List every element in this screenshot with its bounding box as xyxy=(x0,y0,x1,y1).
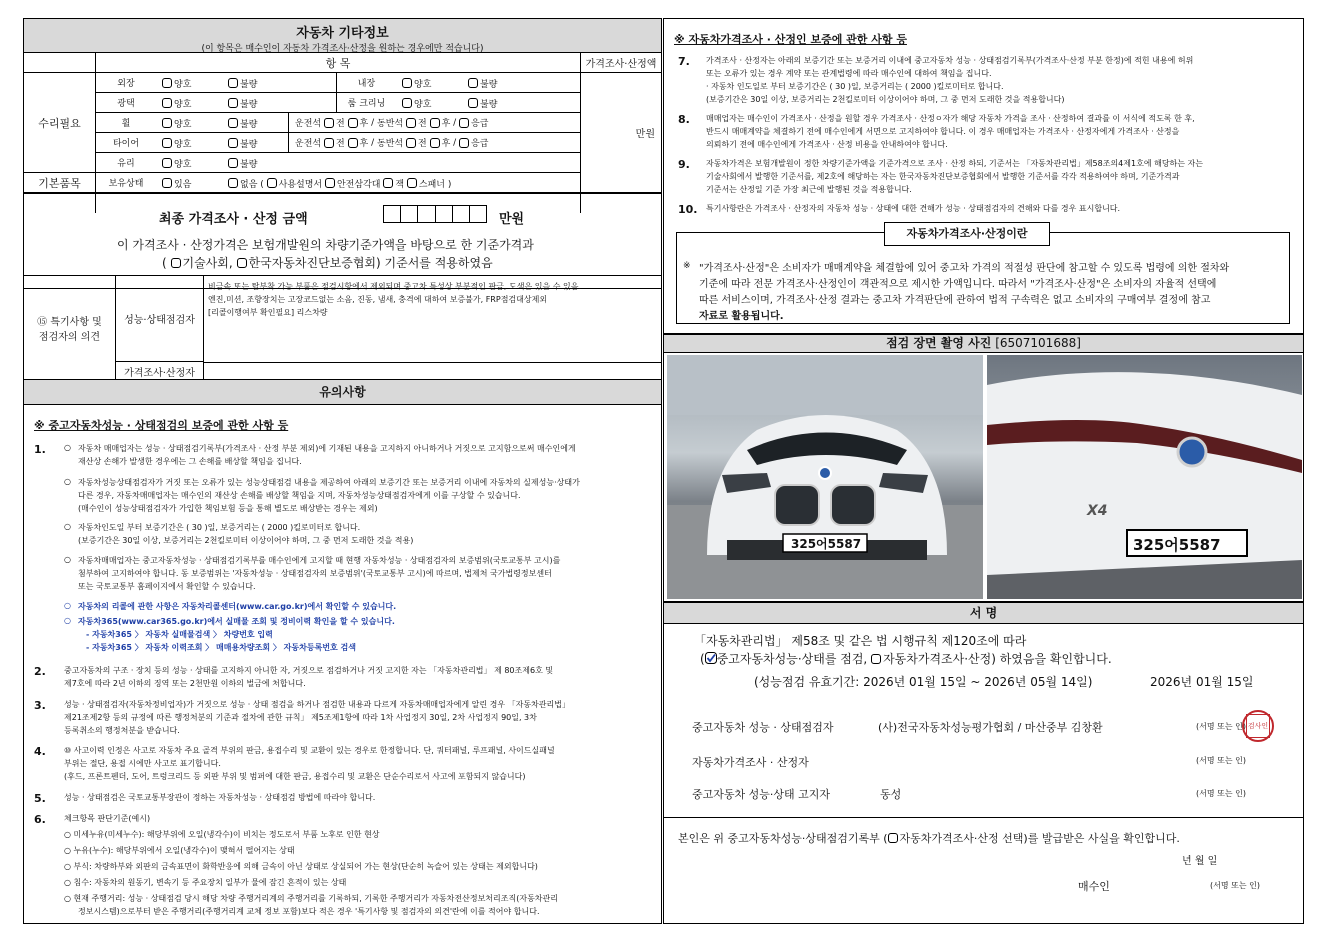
glass-good[interactable]: 양호 xyxy=(162,157,191,170)
pricer-label: 가격조사·산정자 xyxy=(116,362,204,380)
row-tire: 타이어 양호 불량 운전석 전 후 / 동반석 전 후 / 응급 xyxy=(96,133,580,153)
room-clean-bad[interactable]: 불량 xyxy=(468,97,497,110)
possession-label: 보유상태 xyxy=(108,179,144,189)
item3-num: 3. xyxy=(34,699,46,712)
item6-a: 미세누유(미세누수): 해당부위에 오일(냉각수)이 비치는 정도로서 부품 노후로 인한 현상 xyxy=(73,830,380,839)
item4-num: 4. xyxy=(34,745,46,758)
left-column xyxy=(23,18,662,924)
item6-d: 침수: 자동차의 원동기, 변속기 등 주요장치 일부가 물에 잠긴 흔적이 있는 상태 xyxy=(73,878,347,887)
wheel-good[interactable]: 양호 xyxy=(162,117,191,130)
item1-p2b: 다른 경우, 자동차매매업자는 매수인의 재산상 손해를 배상할 책임을 지며, 자동차성능상태점검자에게 이를 구상할 수 있습니다. xyxy=(78,491,521,500)
item6-num: 6. xyxy=(34,813,46,826)
item1-p4c: 또는 국토교통부 홈페이지에서 확인할 수 있습니다. xyxy=(78,582,256,591)
item8-c: 의뢰하기 전에 매수인에게 가격조사 · 산정 비용을 안내하여야 합니다. xyxy=(706,140,948,149)
interior-good[interactable]: 양호 xyxy=(402,77,431,90)
item6-b: 누유(누수): 해당부위에서 오일(냉각수)이 맺혀서 떨어지는 상태 xyxy=(73,846,295,855)
repair-needed-label: 수리필요 xyxy=(24,73,95,173)
repair-rows xyxy=(95,73,580,213)
sign-header: 서 명 xyxy=(663,602,1304,624)
inspector-sign-name: (사)전국자동차성능평가협회 / 마산중부 김창환 xyxy=(878,721,1103,734)
final-price-line1: 이 가격조사 · 산정가격은 보험개발원의 차량기준가액을 바탕으로 한 기준가격과 xyxy=(117,238,534,252)
item1-p4b: 첨부하여 고지하여야 합니다. 동 보증범위는 '자동차성능 · 상태점검자의 보증범위'(국토교통부 고시)에 따르며, 법제처 국가법령정보센터 xyxy=(78,569,552,578)
wheel-pass-rear-check[interactable] xyxy=(430,118,440,128)
notes-body: ※ 중고자동차성능 · 상태점검의 보증에 관한 사항 등 1. ○ 자동차 매매업자는 성능 · 상태점검기록부(가격조사 · 산정 부분 제외)에 기재된 내용을 고지하지 아니하거나 거짓으로 고지함으로써 매수인에게 재산상 손해가 발생한 경우에는 그 손해를 배상할 책임을 집니다. ○ 자동차성능상태점검자가 거짓 또는 오류가 있는 성능상태점검 내용을 제공하여 아래의 보증기간 또는 보증거리 이내에 자동차의 실제성능·상태가 다른 경우, 자동차매매업자는 매수인의 재산상 손해를 배상할 책임을 지며, 자동차성능상태점검자에게 이를 구상할 수 있습니다. (매수인이 성능상태점검자가 가입한 책임보험 등을 통해 별도로 배상받는 경우는 제외) ○ 자동차인도일 부터 보증기간은 ( 30 )일, 보증거리는 ( 2000 )킬로미터로 합니다. (보증기간은 30일 이상, 보증거리는 2천킬로미터 이상이어야 하며, 그 중 먼저 도래한 것을 적용) ○ 자동차매매업자는 중고자동차성능 · 상태점검기록부를 매수인에게 고지할 때 현행 자동차성능 · 상태점검자의 보증범위(국토교통부 고시)를 첨부하여 고지하여야 합니다. 동 보증범위는 '자동차성능 · 상태점검자의 보증범위'(국토교통부 고시)에 따르며, 법제처 국가법령정보센터 또는 국토교통부 홈페이지에서 확인할 수 있습니다. ○ 자동차의 리콜에 관한 사항은 자동차리콜센터(www.car.go.kr)에서 확인할 수 있습니다. ○ 자동차365(www.car365.go.kr)에서 실매물 조회 및 정비이력 확인을 할 수 있습니다. - 자동차365 〉 자동차 실매물검색 〉 차량번호 입력 - 자동차365 〉 자동차 이력조회 〉 매매용차량조회 〉 자동차등록번호 검색 2. 중고자동차의 구조 · 장치 등의 성능 · 상태를 고지하지 아니한 자, 거짓으로 점검하거나 거짓 고지한 자는 「자동차관리법」 제 80조제6호 및 제7호에 따라 2년 이하의 징역 또는 2천만원 이하의 벌금에 처합니다. 3. 성능 · 상태점검자(자동차정비업자)가 거짓으로 성능 · 상태 점검을 하거나 점검한 내용과 다르게 자동차매매업자에게 알린 경우 「자동차관리법」 제21조제2항 등의 규정에 따른 행정처분의 기준과 절차에 관한 규칙」 제5조제1항에 따라 1차 사업정지 30일, 2차 사업정지 90일, 3차 등록취소의 행정처분을 받습니다. 4. ⑩ 사고이력 인정은 사고로 자동차 주요 골격 부위의 판금, 용접수리 및 교환이 있는 경우로 한정합니다. 단, 쿼터패널, 루프패널, 사이드실패널 부위는 절단, 용접 시에만 사고로 표기합니다. (후드, 프론트펜더, 도어, 트렁크리드 등 외판 부위 및 범퍼에 대한 판금, 용접수리 및 교환은 단순수리로서 사고에 포함되지 않습니다) 5. 성능 · 상태점검은 국토교통부장관이 정하는 자동차성능 · 상태점검 방법에 따라야 합니다. 6. 체크항목 판단기준(예시) ○ 미세누유(미세누수): 해당부위에 오일(냉각수)이 비치는 정도로서 부품 노후로 인한 현상 ○ 누유(누수): 해당부위에서 오일(냉각수)이 맺혀서 떨어지는 상태 ○ 부식: 차량하부와 외판의 금속표면이 화학반응에 의해 금속이 아닌 상태로 상실되어 가는 현상(단순히 녹슬어 있는 상태는 제외합니다) ○ 침수: 자동차의 원동기, 변속기 등 주요장치 일부가 물에 잠긴 흔적이 있는 상태 ○ 현재 주행거리: 성능 · 상태점검 당시 해당 차량 주행거리계의 주행거리를 기록하되, 기록한 주행거리가 자동차전산정보처리조직(자동차관리 정보시스템)으로부터 받은 주행거리(주행거리계 교체 정보 포함)보다 적은 경우 '특기사항 및 점검자의 의견'란에 이를 적어야 합니다. xyxy=(34,419,580,916)
pricer-sign-or-seal: (서명 또는 인) xyxy=(1196,756,1246,765)
final-price-boxes[interactable] xyxy=(383,205,487,223)
wheel-driver-rear-check[interactable] xyxy=(348,118,358,128)
kadwa-label: 한국자동차진단보증협회) 기준서를 적용하였음 xyxy=(248,256,493,270)
gloss-good[interactable]: 양호 xyxy=(162,97,191,110)
box-line-3: 따른 서비스이며, 가격조사·산정 결과는 중고차 가격판단에 관하여 법적 구속력은 없고 소비자의 구매여부 결정에 참고 xyxy=(699,295,1211,306)
item7-num: 7. xyxy=(678,55,690,68)
tire-label: 타이어 xyxy=(112,139,140,149)
photo-title: 점검 장면 촬영 사진 xyxy=(886,336,992,350)
car-front-photo xyxy=(667,355,983,599)
sign-date: 2026년 01월 15일 xyxy=(1150,675,1254,689)
buyer-line-a: 본인은 위 중고자동차성능·상태점검기록부 ( xyxy=(678,832,888,845)
wheel-emergency-check[interactable] xyxy=(459,118,469,128)
inspection-option: 중고자동차성능·상태를 점검, xyxy=(716,652,868,666)
final-price-unit: 만원 xyxy=(499,212,525,227)
wheel-driver-label: 운전석 xyxy=(295,119,322,129)
buyer-sign-or-seal: (서명 또는 인) xyxy=(1210,881,1260,890)
item6-title: 체크항목 판단기준(예시) xyxy=(64,814,151,823)
item1-num: 1. xyxy=(34,443,46,456)
box-mark: ※ xyxy=(683,261,691,271)
notifier-sign-label: 중고자동차 성능·상태 고지자 xyxy=(692,788,831,801)
warranty-title: ※ 중고자동차성능 · 상태점검의 보증에 관한 사항 등 xyxy=(34,419,289,432)
inspector-sign-label: 중고자동차 성능 · 상태점검자 xyxy=(692,721,834,734)
recall-center-link[interactable]: 자동차의 리콜에 관한 사항은 자동차리콜센터(www.car.go.kr)에서 확인할 수 있습니다. xyxy=(78,602,397,611)
interior-bad[interactable]: 불량 xyxy=(468,77,497,90)
wheel-bad[interactable]: 불량 xyxy=(228,117,257,130)
sign-section: 서 명 「자동차관리법」 제58조 및 같은 법 시행규칙 제120조에 따라 ( 중고자동차성능·상태를 점검, 자동차가격조사·산정) 하였음을 확인합니다. (성능점검 유효기간: 2026년 01월 15일 ~ 2026년 05월 14일) 2026년 01월 15일 중고자동차 성능 · 상태점검자 (사)전국자동차성능평가협회 / 마산중부 김창환 (서명 또는 인) 검사인 자동차가격조사 · 산정자 (서명 또는 인) 중고자동차 성능·상태 고지자 동성 (서명 또는 인) xyxy=(663,602,1304,818)
item9-num: 9. xyxy=(678,158,690,171)
wheel-driver-front-check[interactable] xyxy=(324,118,334,128)
kadwa-check[interactable] xyxy=(237,258,247,268)
item4-c: (후드, 프론트펜더, 도어, 트렁크리드 등 외판 부위 및 범퍼에 대한 판금, 용접수리 및 교환은 단순수리로서 사고에 포함되지 않습니다) xyxy=(64,772,526,781)
item10-text: 특기사항란은 가격조사 · 산정자의 자동차 성능 · 상태에 대한 견해가 성능 · 상태점검자의 견해와 다를 경우 표시합니다. xyxy=(706,204,1121,213)
item9-a: 자동차가격은 보험개발원이 정한 차량기준가액을 기준가격으로 조사 · 산정 하되, 기준서는 「자동차관리법」제58조의4제1호에 해당하는 자는 xyxy=(706,159,1203,168)
photo-id: [6507101688] xyxy=(995,336,1081,350)
item1-p1b: 재산상 손해가 발생한 경우에는 그 손해를 배상할 책임을 집니다. xyxy=(78,457,302,466)
item1-p4a: 자동차매매업자는 중고자동차성능 · 상태점검기록부를 매수인에게 고지할 때 현행 자동차성능 · 상태점검자의 보증범위(국토교통부 고시)를 xyxy=(78,556,561,565)
notifier-name: 동성 xyxy=(880,788,902,801)
inspection-checked-icon[interactable] xyxy=(705,652,717,664)
item10-num: 10. xyxy=(678,203,698,216)
car365-path-1: - 자동차365 〉 자동차 실매물검색 〉 차량번호 입력 xyxy=(86,630,273,639)
item2-b: 제7호에 따라 2년 이하의 징역 또는 2천만원 이하의 벌금에 처합니다. xyxy=(64,679,306,688)
row-exterior xyxy=(96,73,580,93)
final-price-section: 최종 가격조사 · 산정 금액 만원 이 가격조사 · 산정가격은 보험개발원의 차량기준가액을 바탕으로 한 기준가격과 ( 기술사회, 한국자동차진단보증협회) 기준서를 적용하였음 xyxy=(24,193,661,289)
buyer-price-check[interactable] xyxy=(888,833,898,843)
item9-c: 기준서는 산정일 기준 가장 최근에 발행된 것을 적용합니다. xyxy=(706,185,912,194)
car-rear-photo xyxy=(987,355,1302,599)
sign-line-1: 「자동차관리법」 제58조 및 같은 법 시행규칙 제120조에 따라 xyxy=(694,634,1027,648)
inspector-label: 성능·상태점검자 xyxy=(116,276,204,362)
item8-b: 반드시 매매계약을 체결하기 전에 매수인에게 서면으로 고지하여야 합니다. 이 경우 매매업자는 가격조사 · 산정자에게 가격조사 · 산정을 xyxy=(706,127,1180,136)
tech-society-check[interactable] xyxy=(171,258,181,268)
item6-e: 현재 주행거리: 성능 · 상태점검 당시 해당 차량 주행거리계의 주행거리를 기록하되, 기록한 주행거리가 자동차전산정보처리조직(자동차관리 xyxy=(73,894,558,903)
special-notes-section xyxy=(24,275,661,379)
item1-p3a: 자동차인도일 부터 보증기간은 ( 30 )일, 보증거리는 ( 2000 )킬로미터로 합니다. xyxy=(78,523,361,532)
possession-none[interactable]: 없음 ( 사용설명서 안전삼각대 잭 스패너 ) xyxy=(228,177,451,190)
item1-p1a: 자동차 매매업자는 성능 · 상태점검기록부(가격조사 · 산정 부분 제외)에 기재된 내용을 고지하지 아니하거나 거짓으로 고지함으로써 매수인에게 xyxy=(78,444,576,453)
item3-a: 성능 · 상태점검자(자동차정비업자)가 거짓으로 성능 · 상태 점검을 하거나 점검한 내용과 다르게 자동차매매업자에게 알린 경우 「자동차관리법」 xyxy=(64,700,570,709)
item3-b: 제21조제2항 등의 규정에 따른 행정처분의 기준과 절차에 관한 규칙」 제5조제1항에 따라 1차 사업정지 30일, 2차 사업정지 90일, 3차 xyxy=(64,713,537,722)
item9-b: 기술사회에서 발행한 기준서를, 제2호에 해당하는 자는 한국자동차진단보증협회에서 발행한 기준서를 각각 적용하여야 하며, 기준가격과 xyxy=(706,172,1180,181)
interior-label: 내장 xyxy=(336,73,396,92)
etc-info-title: 자동차 기타정보 xyxy=(296,26,389,41)
glass-bad[interactable]: 불량 xyxy=(228,157,257,170)
item7-b: 또는 오류가 있는 경우 계약 또는 관계법령에 따라 매수인에 대하여 책임을 집니다. xyxy=(706,69,992,78)
item6-c: 부식: 차량하부와 외판의 금속표면이 화학반응에 의해 금속이 아닌 상태로 상실되어 가는 현상(단순히 녹슬어 있는 상태는 제외합니다) xyxy=(73,862,538,871)
buyer-line-b: 자동차가격조사·산정 선택)를 발급받은 사실을 확인합니다. xyxy=(899,832,1180,845)
row-possession xyxy=(96,173,580,193)
item5-num: 5. xyxy=(34,792,46,805)
final-price-title: 최종 가격조사 · 산정 금액 xyxy=(159,212,308,227)
tire-pass-front-check[interactable] xyxy=(406,138,416,148)
etc-info-subtitle: (이 항목은 매수인이 자동차 가격조사·산정을 원하는 경우에만 적습니다) xyxy=(201,44,484,54)
price-unit: 만원 xyxy=(580,73,661,193)
price-info-box xyxy=(676,227,1290,324)
tech-society-label: 기술사회, xyxy=(182,256,233,270)
item1-p2c: (매수인이 성능상태점검자가 가입한 책임보험 등을 통해 별도로 배상받는 경우는 제외) xyxy=(78,504,378,513)
price-column-header: 가격조사·산정액 xyxy=(580,53,661,72)
box-line-1: "가격조사·산정"은 소비자가 매매계약을 체결함에 있어 중고차 가격의 적절성 판단에 참고할 수 있도록 법령에 의한 절차와 xyxy=(699,263,1230,274)
gloss-bad[interactable]: 불량 xyxy=(228,97,257,110)
price-warranty-title: ※ 자동차가격조사 · 산정인 보증에 관한 사항 등 xyxy=(674,33,907,46)
item2-num: 2. xyxy=(34,665,46,678)
item2-a: 중고자동차의 구조 · 장치 등의 성능 · 상태를 고지하지 아니한 자, 거짓으로 점검하거나 거짓 고지한 자는 「자동차관리법」 제 80조제6호 및 xyxy=(64,666,554,675)
item1-p3b: (보증기간은 30일 이상, 보증거리는 2천킬로미터 이상이어야 하며, 그 중 먼저 도래한 것을 적용) xyxy=(78,536,414,545)
gloss-label: 광택 xyxy=(117,99,135,109)
pricer-sign-label: 자동차가격조사 · 산정자 xyxy=(692,756,809,769)
item7-a: 가격조사 · 산정자는 아래의 보증기간 또는 보증거리 이내에 중고자동차 성능 · 상태점검기록부(가격조사·산정 부분 한정)에 적힌 내용에 허위 xyxy=(706,56,1194,65)
exterior-label: 외장 xyxy=(117,79,135,89)
car365-path-2: - 자동차365 〉 자동차 이력조회 〉 매매용차량조회 〉 자동차등록번호 검색 xyxy=(86,643,357,652)
item8-a: 매매업자는 매수인이 가격조사 · 산정을 원할 경우 가격조사 · 산정ㅇ자가 해당 자동차 가격을 조사 · 산정하여 결과를 이 서식에 적도록 한 후, xyxy=(706,114,1195,123)
price-warranty-section xyxy=(663,18,1304,334)
row-gloss xyxy=(96,93,580,113)
price-option: 자동차가격조사·산정) 하였음을 확인합니다. xyxy=(883,652,1112,666)
wheel-label: 휠 xyxy=(121,119,131,129)
etc-info-table xyxy=(24,53,661,211)
row-wheel: 휠 양호 불량 운전석 전 후 / 동반석 전 후 / 응급 xyxy=(96,113,580,133)
room-clean-good[interactable]: 양호 xyxy=(402,97,431,110)
glass-label: 유리 xyxy=(117,159,135,169)
exterior-good[interactable]: 양호 xyxy=(162,77,191,90)
special-notes-label: ⑮ 특기사항 및 점검자의 의견 xyxy=(24,276,116,380)
photo-section xyxy=(663,334,1304,602)
notes-header: 유의사항 xyxy=(23,379,662,405)
room-clean-label: 룸 크리닝 xyxy=(336,93,396,112)
item4-a: ⑩ 사고이력 인정은 사고로 자동차 주요 골격 부위의 판금, 용접수리 및 교환이 있는 경우로 한정합니다. 단, 쿼터패널, 루프패널, 사이드실패널 xyxy=(64,746,555,755)
etc-info-header xyxy=(23,18,662,53)
buyer-date: 년 월 일 xyxy=(1182,856,1218,867)
box-line-4: 자료로 활용됩니다. xyxy=(699,311,784,322)
buyer-label: 매수인 xyxy=(1078,880,1110,893)
inspector-sign-or-seal: (서명 또는 인) xyxy=(1196,722,1246,731)
tire-driver-front-check[interactable] xyxy=(324,138,334,148)
tire-pass-rear-check[interactable] xyxy=(430,138,440,148)
buyer-section xyxy=(663,818,1304,924)
validity-period: (성능점검 유효기간: 2026년 01월 15일 ~ 2026년 05월 14일) xyxy=(754,675,1093,689)
notifier-sign-or-seal: (서명 또는 인) xyxy=(1196,789,1246,798)
exterior-bad[interactable]: 불량 xyxy=(228,77,257,90)
red-seal-stamp: 검사인 xyxy=(1242,710,1274,742)
box-line-2: 기준에 따라 전문 가격조사·산정인이 객관적으로 제시한 가액입니다. 따라서 "가격조사·산정"은 소비자의 자율적 선택에 xyxy=(699,279,1217,290)
price-info-box-title: 자동차가격조사·산정이란 xyxy=(884,222,1050,246)
item-column-header: 항 목 xyxy=(95,53,580,72)
tire-good[interactable]: 양호 xyxy=(162,137,191,150)
front-plate: 325어5587 xyxy=(791,537,862,551)
photo-header xyxy=(663,334,1304,353)
row-glass xyxy=(96,153,580,173)
item1-p2a: 자동차성능상태점검자가 거짓 또는 오류가 있는 성능상태점검 내용을 제공하여 아래의 보증기간 또는 보증거리 이내에 자동차의 실제성능·상태가 xyxy=(78,478,580,487)
item4-b: 부위는 절단, 용접 시에만 사고로 표기합니다. xyxy=(64,759,221,768)
price-option-check[interactable] xyxy=(871,654,881,664)
item7-c: · 자동차 인도일로 부터 보증기간은 ( 30 )일, 보증거리는 ( 2000 )킬로미터로 합니다. xyxy=(706,82,1004,91)
tire-bad[interactable]: 불량 xyxy=(228,137,257,150)
wheel-pass-front-check[interactable] xyxy=(406,118,416,128)
tire-driver-rear-check[interactable] xyxy=(348,138,358,148)
car365-link[interactable]: 자동차365(www.car365.go.kr)에서 실매물 조회 및 정비이력 확인을 할 수 있습니다. xyxy=(78,617,395,626)
item3-c: 등록취소의 행정처분을 받습니다. xyxy=(64,726,180,735)
item6-f: 정보시스템)으로부터 받은 주행거리(주행거리계 교체 정보 포함)보다 적은 경우 '특기사항 및 점검자의 의견'란에 이를 적어야 합니다. xyxy=(78,907,540,916)
item7-d: (보증기간은 30일 이상, 보증거리는 2천킬로미터 이상이어야 하며, 그 중 먼저 도래한 것을 적용합니다) xyxy=(706,95,1065,104)
basic-items-label: 기본품목 xyxy=(24,173,95,193)
inspector-notes: 비금속 또는 탈부착 가능 부품은 점검시항에서 제외되며 중고차 특성상 부분적인 판금, 도색은 있을 수 있음. 엔진,미션, 조향장치는 고장코드없는 소음, 진동, 냄새, 충격에 대하여 보증불가, FRP점검대상제외 [리콜이행여부 확인필요] 리스차량 xyxy=(208,282,581,317)
rear-plate: 325어5587 xyxy=(1133,536,1221,554)
item5-a: 성능 · 상태점검은 국토교통부장관이 정하는 자동차성능 · 상태점검 방법에 따라야 합니다. xyxy=(64,793,376,802)
item8-num: 8. xyxy=(678,113,690,126)
tire-emergency-check[interactable] xyxy=(459,138,469,148)
rear-badge: X4 xyxy=(1087,503,1108,519)
possession-have[interactable]: 있음 xyxy=(162,177,191,190)
